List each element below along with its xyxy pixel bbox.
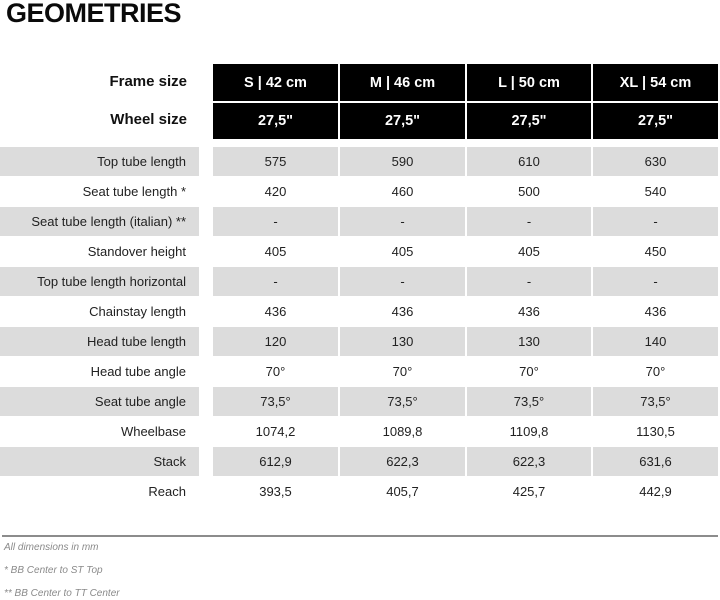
row-label: Head tube length	[0, 327, 199, 356]
table-cell: 73,5°	[593, 387, 718, 416]
footer-divider	[2, 535, 718, 537]
table-cell: 436	[264, 304, 287, 319]
wheel-size-s: 27,5"	[213, 103, 338, 139]
row-label: Seat tube length *	[82, 184, 186, 199]
table-cell: 590	[340, 147, 465, 176]
note-seat-tube: * BB Center to ST Top	[4, 565, 103, 576]
table-cell: 405	[391, 244, 414, 259]
table-cell: 73,5°	[213, 387, 338, 416]
page-title: GEOMETRIES	[6, 0, 182, 28]
table-cell: 630	[593, 147, 718, 176]
table-cell: 450	[644, 244, 667, 259]
table-cell: 460	[391, 184, 414, 199]
frame-size-xl: XL | 54 cm	[593, 64, 718, 101]
table-cell: 70°	[392, 364, 413, 379]
note-dimensions: All dimensions in mm	[4, 542, 99, 553]
wheel-size-xl: 27,5"	[593, 103, 718, 139]
table-cell: 120	[213, 327, 338, 356]
row-label: Standover height	[87, 244, 186, 259]
table-cell: 622,3	[467, 447, 591, 476]
frame-size-label: Frame size	[109, 73, 187, 90]
table-cell: 405	[518, 244, 540, 259]
row-label: Stack	[0, 447, 199, 476]
table-cell: 442,9	[639, 484, 672, 499]
table-cell: 631,6	[593, 447, 718, 476]
wheel-size-m: 27,5"	[340, 103, 465, 139]
row-label: Head tube angle	[90, 364, 186, 379]
table-cell: 70°	[519, 364, 539, 379]
table-cell: 540	[644, 184, 667, 199]
row-label: Reach	[148, 484, 186, 499]
table-cell: 610	[467, 147, 591, 176]
table-cell: 575	[213, 147, 338, 176]
table-cell: 622,3	[340, 447, 465, 476]
table-cell: 130	[340, 327, 465, 356]
frame-size-l: L | 50 cm	[467, 64, 591, 101]
table-cell: 1089,8	[382, 424, 423, 439]
table-cell: 420	[264, 184, 287, 199]
note-seat-tube-italian: ** BB Center to TT Center	[4, 588, 120, 599]
table-cell: -	[593, 267, 718, 296]
table-cell: 1130,5	[636, 424, 675, 439]
table-cell: 1074,2	[255, 424, 296, 439]
wheel-size-l: 27,5"	[467, 103, 591, 139]
row-label: Top tube length horizontal	[0, 267, 199, 296]
row-label: Seat tube angle	[0, 387, 199, 416]
table-cell: 425,7	[512, 484, 546, 499]
table-cell: 436	[518, 304, 540, 319]
table-cell: 1109,8	[509, 424, 549, 439]
row-label: Wheelbase	[120, 424, 186, 439]
table-cell: 436	[644, 304, 667, 319]
table-cell: 70°	[645, 364, 666, 379]
row-label: Seat tube length (italian) **	[0, 207, 199, 236]
table-cell: -	[340, 267, 465, 296]
table-cell: -	[213, 267, 338, 296]
table-cell: 436	[391, 304, 414, 319]
wheel-size-label: Wheel size	[110, 111, 187, 128]
table-cell: -	[340, 207, 465, 236]
frame-size-s: S | 42 cm	[213, 64, 338, 101]
row-label: Chainstay length	[89, 304, 186, 319]
table-cell: 500	[518, 184, 540, 199]
table-cell: -	[593, 207, 718, 236]
table-cell: 70°	[265, 364, 286, 379]
table-cell: 73,5°	[340, 387, 465, 416]
table-cell: 73,5°	[467, 387, 591, 416]
table-cell: 140	[593, 327, 718, 356]
table-cell: 130	[467, 327, 591, 356]
frame-size-m: M | 46 cm	[340, 64, 465, 101]
table-cell: 405,7	[386, 484, 419, 499]
table-cell: -	[213, 207, 338, 236]
table-cell: -	[467, 267, 591, 296]
row-label: Top tube length	[0, 147, 199, 176]
table-cell: 393,5	[259, 484, 292, 499]
table-cell: 405	[264, 244, 287, 259]
table-cell: 612,9	[213, 447, 338, 476]
table-cell: -	[467, 207, 591, 236]
